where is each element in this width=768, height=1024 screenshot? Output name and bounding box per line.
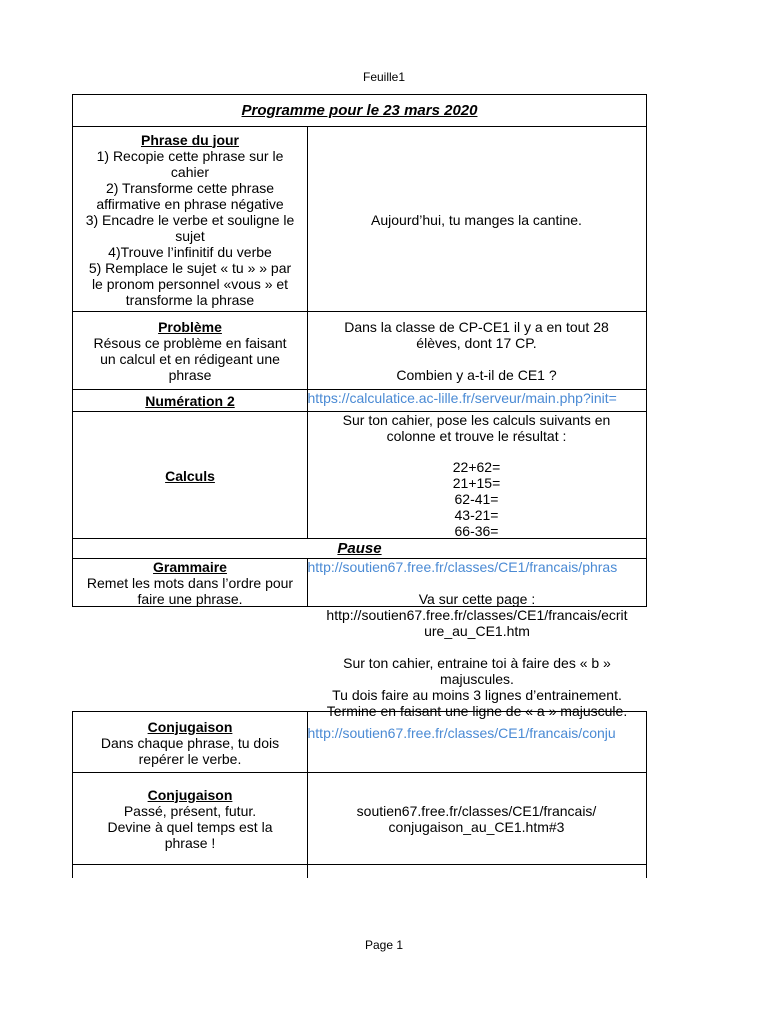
conjugaison1-label-cell [72, 712, 308, 773]
calculs-content-cell [307, 412, 647, 539]
phrase-du-jour-sentence: Aujourd’hui, tu manges la cantine. [371, 211, 582, 228]
title-row [72, 94, 647, 127]
probleme-instruction: un calcul et en rédigeant une [100, 351, 280, 367]
trailing-cell [72, 864, 308, 878]
ecriture-line: Sur ton cahier, entraine toi à faire des « b » [343, 655, 611, 671]
row-conjugaison-1 [72, 711, 647, 773]
table-title: Programme pour le 23 mars 2020 [241, 102, 478, 119]
calculs-intro: colonne et trouve le résultat : [386, 428, 567, 444]
conjugaison1-instruction: repérer le verbe. [138, 750, 242, 767]
calculs-heading: Calculs [165, 467, 215, 484]
probleme-statement: Dans la classe de CP-CE1 il y a en tout 28 [344, 319, 609, 335]
conjugaison2-label-cell [72, 773, 308, 864]
ecriture-line: Va sur cette page : [418, 591, 536, 607]
row-calculs [72, 411, 647, 539]
pause-cell [72, 539, 647, 559]
probleme-instruction: Résous ce problème en faisant [93, 335, 287, 351]
ecriture-line: http://soutien67.free.fr/classes/CE1/francais/ecrit [326, 607, 628, 623]
phrase-instruction: affirmative en phrase négative [96, 195, 284, 212]
conjugaison2-instruction: Devine à quel temps est la [107, 818, 273, 835]
probleme-label-cell [72, 312, 308, 390]
conjugaison2-link-line: soutien67.free.fr/classes/CE1/francais/ [356, 802, 597, 819]
row-ecriture [72, 591, 647, 726]
sheet-name: Feuille1 [362, 70, 406, 84]
conjugaison1-instruction: Dans chaque phrase, tu dois [100, 734, 280, 751]
row-conjugaison-2 [72, 772, 647, 865]
row-probleme [72, 311, 647, 390]
calcul-operation: 22+62= [452, 459, 501, 475]
row-trailing [72, 864, 647, 878]
probleme-statement: élèves, dont 17 CP. [416, 335, 537, 351]
title-cell [72, 95, 647, 127]
ecriture-line: Termine en faisant une ligne de « a » majuscule. [326, 703, 628, 719]
phrase-du-jour-heading: Phrase du jour [140, 131, 240, 148]
numeration-link[interactable]: https://calculatice.ac-lille.fr/serveur/main.php?init= [307, 390, 617, 406]
grammaire-instruction: faire une phrase. [137, 590, 243, 606]
conjugaison1-heading: Conjugaison [147, 718, 233, 735]
conjugaison2-link-line: conjugaison_au_CE1.htm#3 [388, 818, 565, 835]
row-pause [72, 538, 647, 559]
row-numeration [72, 389, 647, 412]
page-number: Page 1 [364, 938, 404, 952]
ecriture-line: ure_au_CE1.htm [424, 623, 530, 639]
conjugaison1-link-cell [307, 712, 647, 773]
row-phrase-du-jour [72, 126, 647, 312]
phrase-instruction: sujet [175, 227, 205, 244]
phrase-instruction: 1) Recopie cette phrase sur le [96, 147, 284, 164]
phrase-instruction: 5) Remplace le sujet « tu » » par [88, 259, 292, 276]
probleme-heading: Problème [158, 319, 222, 335]
trailing-cell [307, 864, 647, 878]
ecriture-line: majuscules. [440, 671, 514, 687]
conjugaison1-link[interactable]: http://soutien67.free.fr/classes/CE1/francais/conju [307, 725, 616, 741]
conjugaison2-instruction: Passé, présent, futur. [123, 802, 257, 819]
grammaire-instruction: Remet les mots dans l’ordre pour [86, 574, 294, 591]
calculs-intro: Sur ton cahier, pose les calculs suivants en [342, 412, 611, 428]
numeration-link-cell [307, 390, 647, 412]
phrase-instruction: 2) Transforme cette phrase [105, 179, 275, 196]
grammaire-link[interactable]: http://soutien67.free.fr/classes/CE1/francais/phras [307, 559, 618, 575]
probleme-instruction: phrase [168, 367, 212, 383]
phrase-instruction: transforme la phrase [125, 291, 255, 308]
calcul-operation: 66-36= [454, 523, 499, 539]
phrase-instruction: 4)Trouve l’infinitif du verbe [108, 243, 272, 260]
conjugaison2-content-cell [307, 773, 647, 864]
phrase-instruction: 3) Encadre le verbe et souligne le [85, 211, 295, 228]
phrase-instruction: cahier [170, 163, 210, 180]
calculs-label-cell [72, 412, 308, 539]
pause-label: Pause [337, 540, 382, 557]
calcul-operation: 43-21= [454, 507, 499, 523]
calcul-operation: 62-41= [454, 491, 499, 507]
probleme-question: Combien y a-t-il de CE1 ? [396, 367, 557, 383]
conjugaison2-instruction: phrase ! [164, 834, 216, 851]
phrase-du-jour-content-cell [307, 127, 647, 312]
ecriture-line: Tu dois faire au moins 3 lignes d’entrainement. [332, 687, 622, 703]
ecriture-content-cell [307, 591, 647, 726]
calcul-operation: 21+15= [452, 475, 501, 491]
conjugaison2-heading: Conjugaison [147, 786, 233, 803]
phrase-du-jour-label-cell [72, 127, 308, 312]
numeration-label-cell [72, 390, 308, 412]
numeration-heading: Numération 2 [145, 393, 235, 409]
grammaire-heading: Grammaire [153, 559, 227, 575]
probleme-content-cell [307, 312, 647, 390]
phrase-instruction: le pronom personnel «vous » et [91, 275, 289, 292]
